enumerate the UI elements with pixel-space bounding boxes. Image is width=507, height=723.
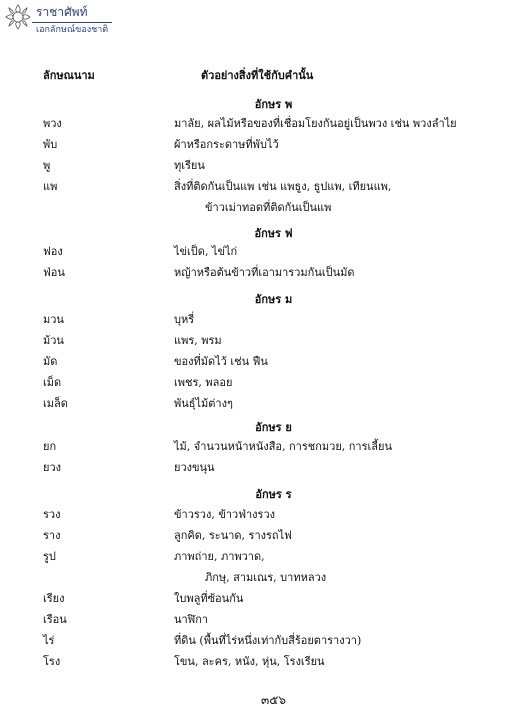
entry-word: เรือน — [43, 613, 67, 626]
entry-word: ยก — [43, 440, 57, 453]
entry-word: เม็ด — [43, 376, 62, 389]
entry-definition: พันธุ์ไม้ต่างๆ — [174, 397, 233, 410]
column-header-classifier: ลักษณนาม — [43, 69, 95, 82]
entry-word: โรง — [43, 655, 61, 668]
section-title: อักษร ร — [255, 488, 292, 501]
entry-definition: ที่ดิน (พื้นที่ไร่หนึ่งเท่ากับสี่ร้อยตารางวา) — [174, 634, 362, 647]
entry-definition-continued: ข้าวเม่าทอดที่ติดกันเป็นแพ — [205, 201, 332, 214]
entry-word: พวง — [43, 117, 62, 130]
entry-definition: ภาพถ่าย, ภาพวาด, — [174, 550, 265, 563]
brand-subtitle: เอกลักษณ์ของชาติ — [36, 25, 109, 35]
entry-definition: แพร, พรม — [174, 334, 222, 347]
column-header-examples: ตัวอย่างสิ่งที่ใช้กับคำนั้น — [201, 69, 314, 82]
entry-definition: ผ้าหรือกระดาษที่พับไว้ — [174, 138, 279, 151]
entry-word: ยวง — [43, 461, 61, 474]
section-title: อักษร ย — [255, 421, 292, 434]
entry-definition: มาลัย, ผลไม้หรือของที่เชื่อมโยงกันอยู่เป็นพวง เช่น พวงลำไย — [174, 117, 457, 130]
entry-word: แพ — [43, 180, 58, 193]
entry-definition: ของที่มัดไว้ เช่น ฟืน — [174, 355, 268, 368]
entry-word: เมล็ด — [43, 397, 68, 410]
entry-definition: บุหรี่ — [174, 313, 195, 326]
entry-definition: หญ้าหรือต้นข้าวที่เอามารวมกันเป็นมัด — [174, 266, 355, 279]
entry-word: รวง — [43, 508, 61, 521]
entry-word: ฟอง — [43, 245, 63, 258]
entry-definition: ลูกคิด, ระนาด, รางรถไฟ — [174, 529, 292, 542]
entry-definition: ไม้, จำนวนหน้าหนังสือ, การชกมวย, การเลี้ยน — [174, 440, 392, 453]
entry-definition: โขน, ละคร, หนัง, หุ่น, โรงเรียน — [174, 655, 325, 668]
entry-definition: สิ่งที่ติดกันเป็นแพ เช่น แพธูง, ธูปแพ, เทียนแพ, — [174, 180, 392, 193]
section-title: อักษร พ — [254, 98, 293, 111]
entry-word: ราง — [43, 529, 61, 542]
section-title: อักษร ม — [254, 293, 293, 306]
entry-definition: เพชร, พลอย — [174, 376, 233, 389]
entry-definition-continued: ภิกษุ, สามเณร, บาทหลวง — [205, 571, 327, 584]
entry-definition: ยวงขนุน — [174, 461, 215, 474]
entry-word: รูป — [43, 550, 56, 563]
entry-word: ม้วน — [43, 334, 64, 347]
brand-block — [28, 4, 124, 40]
entry-definition: นาฬิกา — [174, 613, 209, 626]
entry-definition: ทุเรียน — [174, 159, 205, 172]
brand-divider — [32, 22, 112, 23]
entry-word: มัด — [43, 355, 58, 368]
entry-word: ไร่ — [43, 634, 55, 647]
entry-word: เรียง — [43, 592, 65, 605]
entry-definition: ใบพลูที่ซ้อนกัน — [174, 592, 244, 605]
entry-word: ฟ่อน — [43, 266, 65, 279]
section-title: อักษร ฟ — [254, 227, 293, 240]
entry-definition: ข้าวรวง, ข้าวฟ่างรวง — [174, 508, 275, 521]
entry-definition: ไข่เป็ด, ไข่ไก่ — [174, 245, 238, 258]
brand-title: ราชาศัพท์ — [36, 5, 88, 19]
page-number: ๓๕๖ — [261, 693, 286, 707]
entry-word: พู — [43, 159, 51, 172]
entry-word: มวน — [43, 313, 64, 326]
entry-word: พับ — [43, 138, 58, 151]
